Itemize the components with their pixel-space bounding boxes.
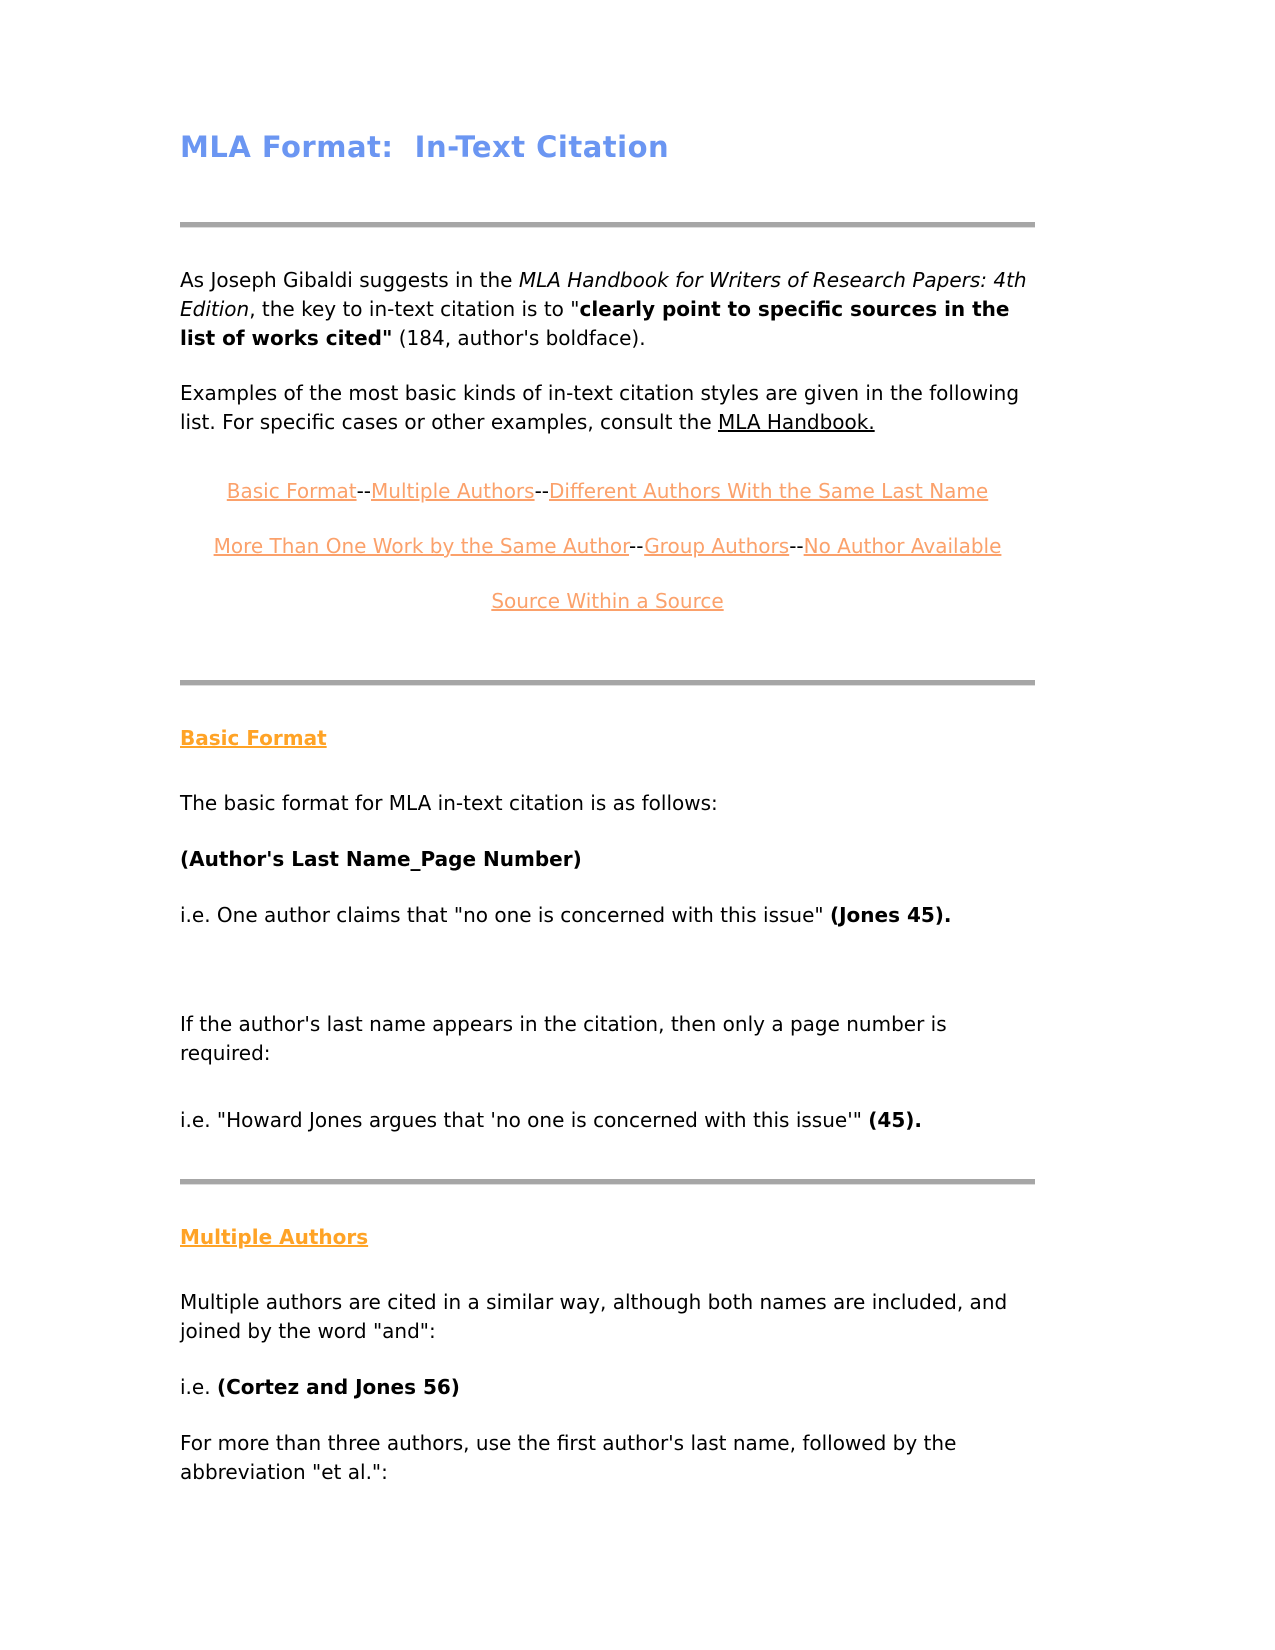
link-different-authors-same-last-name[interactable]: Different Authors With the Same Last Name [549,479,989,504]
link-separator: -- [629,534,645,559]
et-al-note: For more than three authors, use the first author's last name, followed by the abbreviation "et al.": [180,1431,957,1485]
multiple-authors-example [180,1373,1035,1402]
example-1-citation-bold: (Jones 45). [829,903,952,928]
basic-example-1 [180,901,1035,930]
link-basic-format[interactable]: Basic Format [226,479,357,504]
intro-text-mid: , the key to in-text citation is to " [249,297,580,322]
intro-text-tail: (184, author's boldface). [392,326,646,351]
link-separator: -- [789,534,804,559]
example-1-text: i.e. One author claims that "no one is concerned with this issue" [180,903,830,928]
link-group-authors[interactable]: Group Authors [644,534,790,559]
examples-paragraph [180,379,1035,437]
multiple-authors-heading: Multiple Authors [180,1225,369,1250]
author-name-note: If the author's last name appears in the citation, then only a page number is required: [180,1012,947,1066]
link-multiple-authors[interactable]: Multiple Authors [371,479,535,504]
nav-links-row-2 [180,532,1035,561]
link-source-within-a-source[interactable]: Source Within a Source [491,589,724,614]
basic-format-heading: Basic Format [180,726,327,751]
mla-handbook-underlined: MLA Handbook. [718,410,875,435]
intro-text-lead: As Joseph Gibaldi suggests in the [180,268,519,293]
example-2-text: i.e. "Howard Jones argues that 'no one is concerned with this issue'" [180,1108,869,1133]
page-title: MLA Format: In-Text Citation [180,130,670,164]
quote-bold: clearly point to specific sources in the list of works cited" [180,297,1010,351]
link-separator: -- [534,479,550,504]
nav-links-row-3 [180,587,1035,616]
basic-format-intro-line: The basic format for MLA in-text citation is as follows: [180,791,718,816]
horizontal-rule-middle [180,680,1035,686]
intro-paragraph [180,266,1035,353]
link-separator: -- [356,479,372,504]
horizontal-rule-top [180,222,1035,228]
link-more-than-one-work[interactable]: More Than One Work by the Same Author [213,534,630,559]
example-3-citation-bold: (Cortez and Jones 56) [216,1375,460,1400]
example-3-text: i.e. [180,1375,217,1400]
link-no-author-available[interactable]: No Author Available [803,534,1002,559]
nav-links-row-1 [180,477,1035,506]
horizontal-rule-bottom [180,1179,1035,1185]
citation-format-line: (Author's Last Name_Page Number) [180,847,582,872]
examples-text-lead: Examples of the most basic kinds of in-text citation styles are given in the following list. For specific cases or other examples, consult the [180,381,1020,435]
multiple-authors-intro-line: Multiple authors are cited in a similar way, although both names are included, and joined by the word "and": [180,1290,1008,1344]
book-title-italic: MLA Handbook for Writers of Research Papers: 4th Edition [180,268,1027,322]
example-2-citation-bold: (45). [868,1108,922,1133]
basic-example-2 [180,1106,1035,1135]
